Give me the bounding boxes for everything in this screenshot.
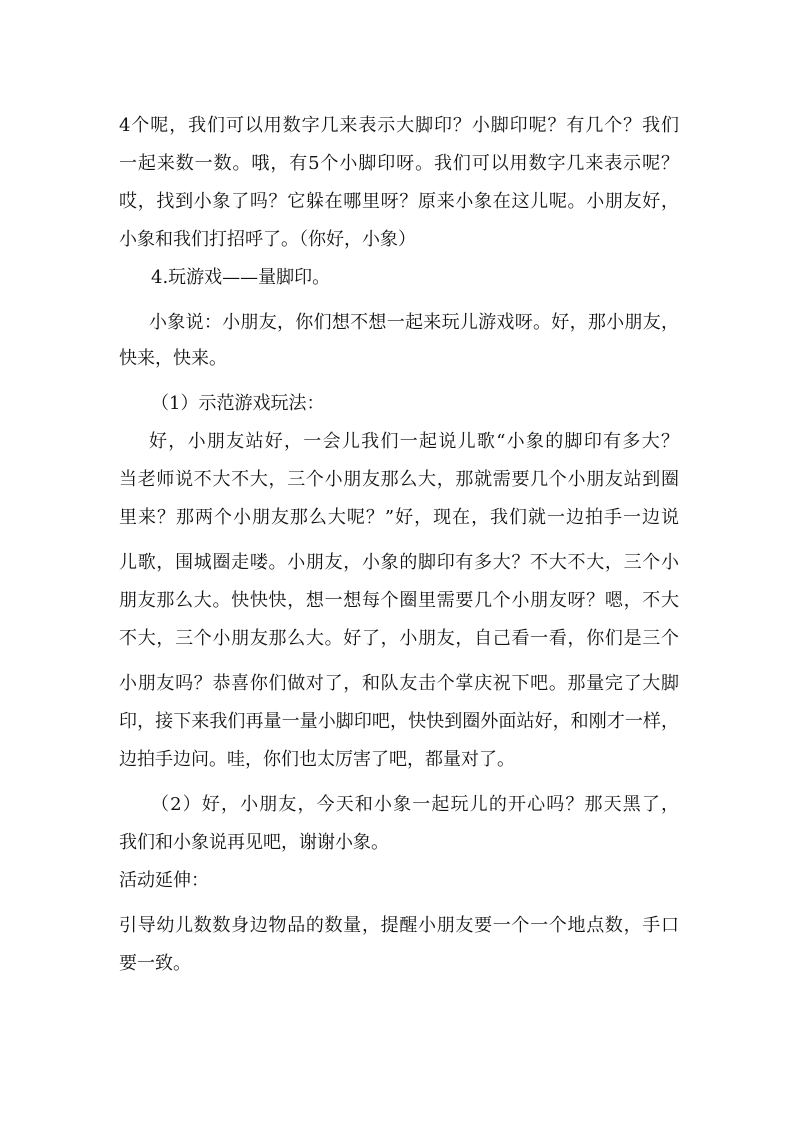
paragraph-line: 小象和我们打招呼了。（你好，小象）: [119, 229, 416, 250]
paragraph-line: 里来？那两个小朋友那么大呢？”好，现在，我们就一边拍手一边说: [119, 507, 679, 528]
paragraph-line: 我们和小象说再见吧，谢谢小象。: [119, 832, 389, 853]
paragraph-line: 一起来数一数。哦，有5个小脚印呀。我们可以用数字几来表示呢？: [119, 153, 679, 174]
subsection-heading: （1）示范游戏玩法：: [151, 393, 325, 414]
section-heading: 4.玩游戏——量脚印。: [151, 267, 331, 288]
paragraph-line: 儿歌，围城圈走喽。小朋友，小象的脚印有多大？不大不大，三个小: [119, 552, 679, 573]
paragraph-line: 4个呢，我们可以用数字几来表示大脚印？小脚印呢？有几个？我们: [119, 115, 679, 136]
paragraph-line: 好，小朋友站好，一会儿我们一起说儿歌“小象的脚印有多大？: [149, 431, 679, 452]
paragraph-line: 当老师说不大不大，三个小朋友那么大，那就需要几个小朋友站到圈: [119, 469, 679, 490]
paragraph-line: 印，接下来我们再量一量小脚印吧，快快到圈外面站好，和刚才一样，: [119, 711, 679, 732]
paragraph-line: 要一致。: [119, 953, 191, 974]
paragraph-line: 不大，三个小朋友那么大。好了，小朋友，自己看一看，你们是三个: [119, 628, 679, 649]
paragraph-line: 快来，快来。: [119, 348, 227, 369]
paragraph-line: 哎，找到小象了吗？它躲在哪里呀？原来小象在这儿呢。小朋友好，: [119, 191, 679, 212]
paragraph-line: （2）好，小朋友，今天和小象一起玩儿的开心吗？那天黑了，: [151, 794, 679, 815]
paragraph-line: 小象说：小朋友，你们想不想一起来玩儿游戏呀。好，那小朋友，: [149, 312, 679, 333]
section-heading: 活动延伸：: [119, 870, 209, 891]
paragraph-line: 边拍手边问。哇，你们也太厉害了吧，都量对了。: [119, 749, 515, 770]
paragraph-line: 引导幼儿数数身边物品的数量，提醒小朋友要一个一个地点数，手口: [119, 915, 679, 936]
paragraph-line: 小朋友吗？恭喜你们做对了，和队友击个掌庆祝下吧。那量完了大脚: [119, 673, 679, 694]
paragraph-line: 朋友那么大。快快快，想一想每个圈里需要几个小朋友呀？嗯，不大: [119, 590, 679, 611]
